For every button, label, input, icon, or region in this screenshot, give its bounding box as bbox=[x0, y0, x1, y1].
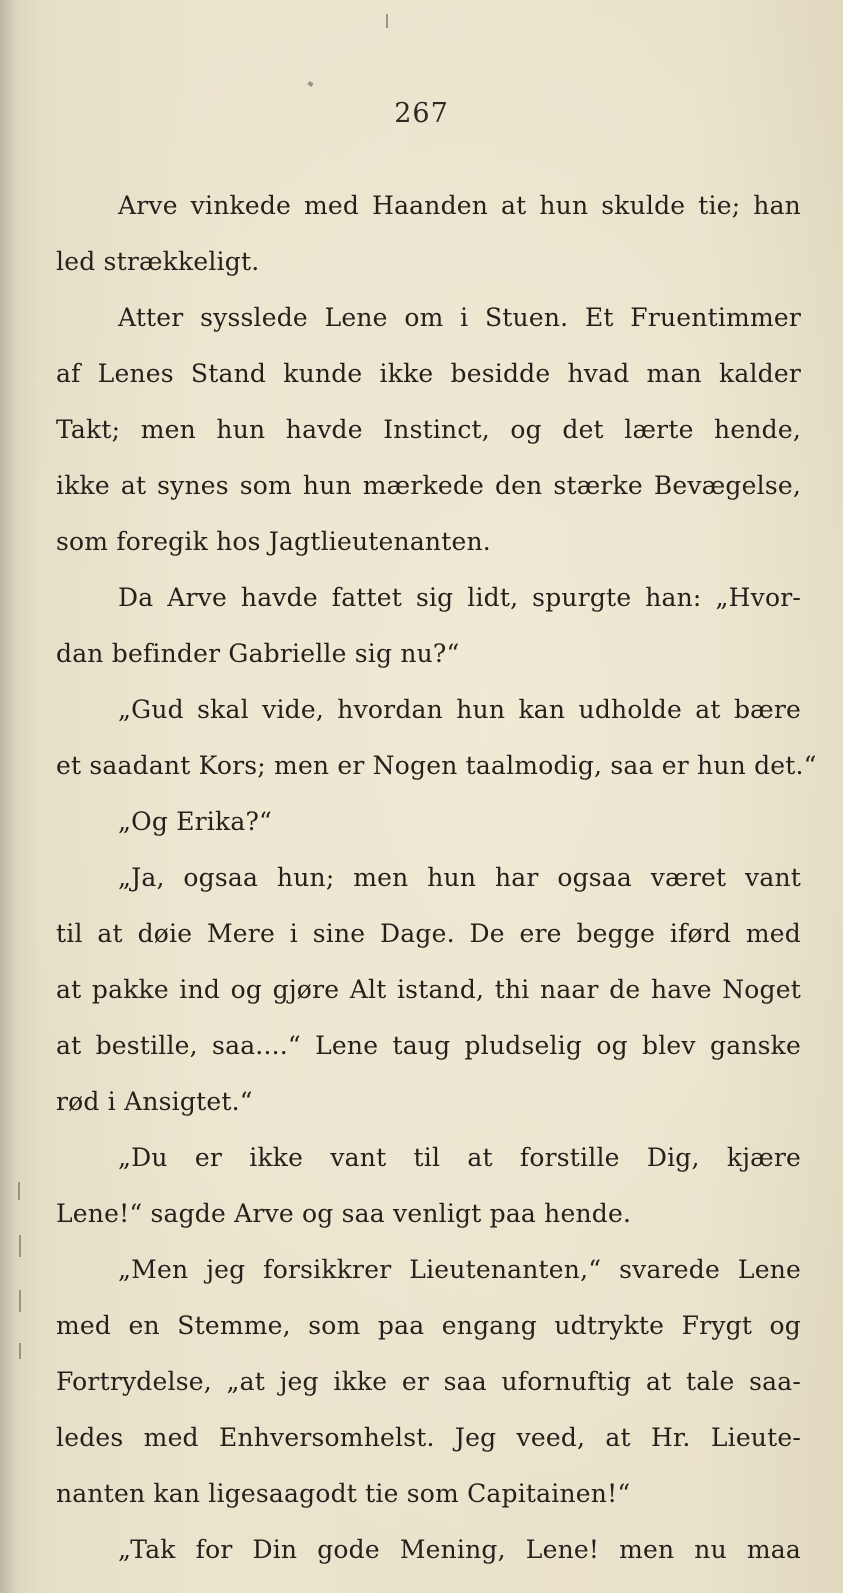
ink-speck-mark bbox=[307, 81, 313, 87]
text-line: rød i Ansigtet.“ bbox=[56, 1087, 253, 1116]
text-line: „Men jeg forsikkrer Lieutenanten,“ svarede Lene bbox=[118, 1255, 801, 1284]
text-line: „Du er ikke vant til at forstille Dig, kjære bbox=[118, 1143, 801, 1172]
text-line: at pakke ind og gjøre Alt istand, thi naar de have Noget bbox=[56, 975, 801, 1004]
text-line: ikke at synes som hun mærkede den stærke Bevægelse, bbox=[56, 471, 801, 500]
text-line: „Ja, ogsaa hun; men hun har ogsaa været vant bbox=[118, 863, 801, 892]
text-line: Takt; men hun havde Instinct, og det lærte hende, bbox=[56, 415, 801, 444]
text-line: ledes med Enhversomhelst. Jeg veed, at Hr. Lieute- bbox=[56, 1423, 801, 1452]
text-line: af Lenes Stand kunde ikke besidde hvad man kalder bbox=[56, 359, 801, 388]
ink-speck-top bbox=[386, 14, 388, 28]
text-line: at bestille, saa....“ Lene taug pludselig og blev ganske bbox=[56, 1031, 801, 1060]
text-line: et saadant Kors; men er Nogen taalmodig, saa er hun det.“ bbox=[56, 751, 817, 780]
text-line: „Og Erika?“ bbox=[118, 807, 273, 836]
text-line: nanten kan ligesaagodt tie som Capitainen!“ bbox=[56, 1479, 631, 1508]
text-line: Atter sysslede Lene om i Stuen. Et Fruentimmer bbox=[118, 303, 801, 332]
text-line: dan befinder Gabrielle sig nu?“ bbox=[56, 639, 460, 668]
text-line: Lene!“ sagde Arve og saa venligt paa hende. bbox=[56, 1199, 632, 1228]
page-number: 267 bbox=[394, 98, 449, 129]
gutter-mark bbox=[19, 1343, 21, 1359]
text-line: Fortrydelse, „at jeg ikke er saa ufornuftig at tale saa- bbox=[56, 1367, 801, 1396]
gutter-mark bbox=[19, 1235, 21, 1257]
text-line: led strækkeligt. bbox=[56, 247, 260, 276]
text-line: Arve vinkede med Haanden at hun skulde tie; han bbox=[118, 191, 801, 220]
page-binding-edge bbox=[0, 0, 16, 1593]
gutter-mark bbox=[18, 1182, 20, 1200]
text-line: „Gud skal vide, hvordan hun kan udholde at bære bbox=[118, 695, 801, 724]
text-line: med en Stemme, som paa engang udtrykte Frygt og bbox=[56, 1311, 801, 1340]
text-line: Da Arve havde fattet sig lidt, spurgte han: „Hvor- bbox=[118, 583, 801, 612]
gutter-mark bbox=[19, 1290, 21, 1312]
text-line: som foregik hos Jagtlieutenanten. bbox=[56, 527, 491, 556]
text-line: til at døie Mere i sine Dage. De ere begge iførd med bbox=[56, 919, 801, 948]
text-line: „Tak for Din gode Mening, Lene! men nu maa bbox=[118, 1535, 801, 1564]
